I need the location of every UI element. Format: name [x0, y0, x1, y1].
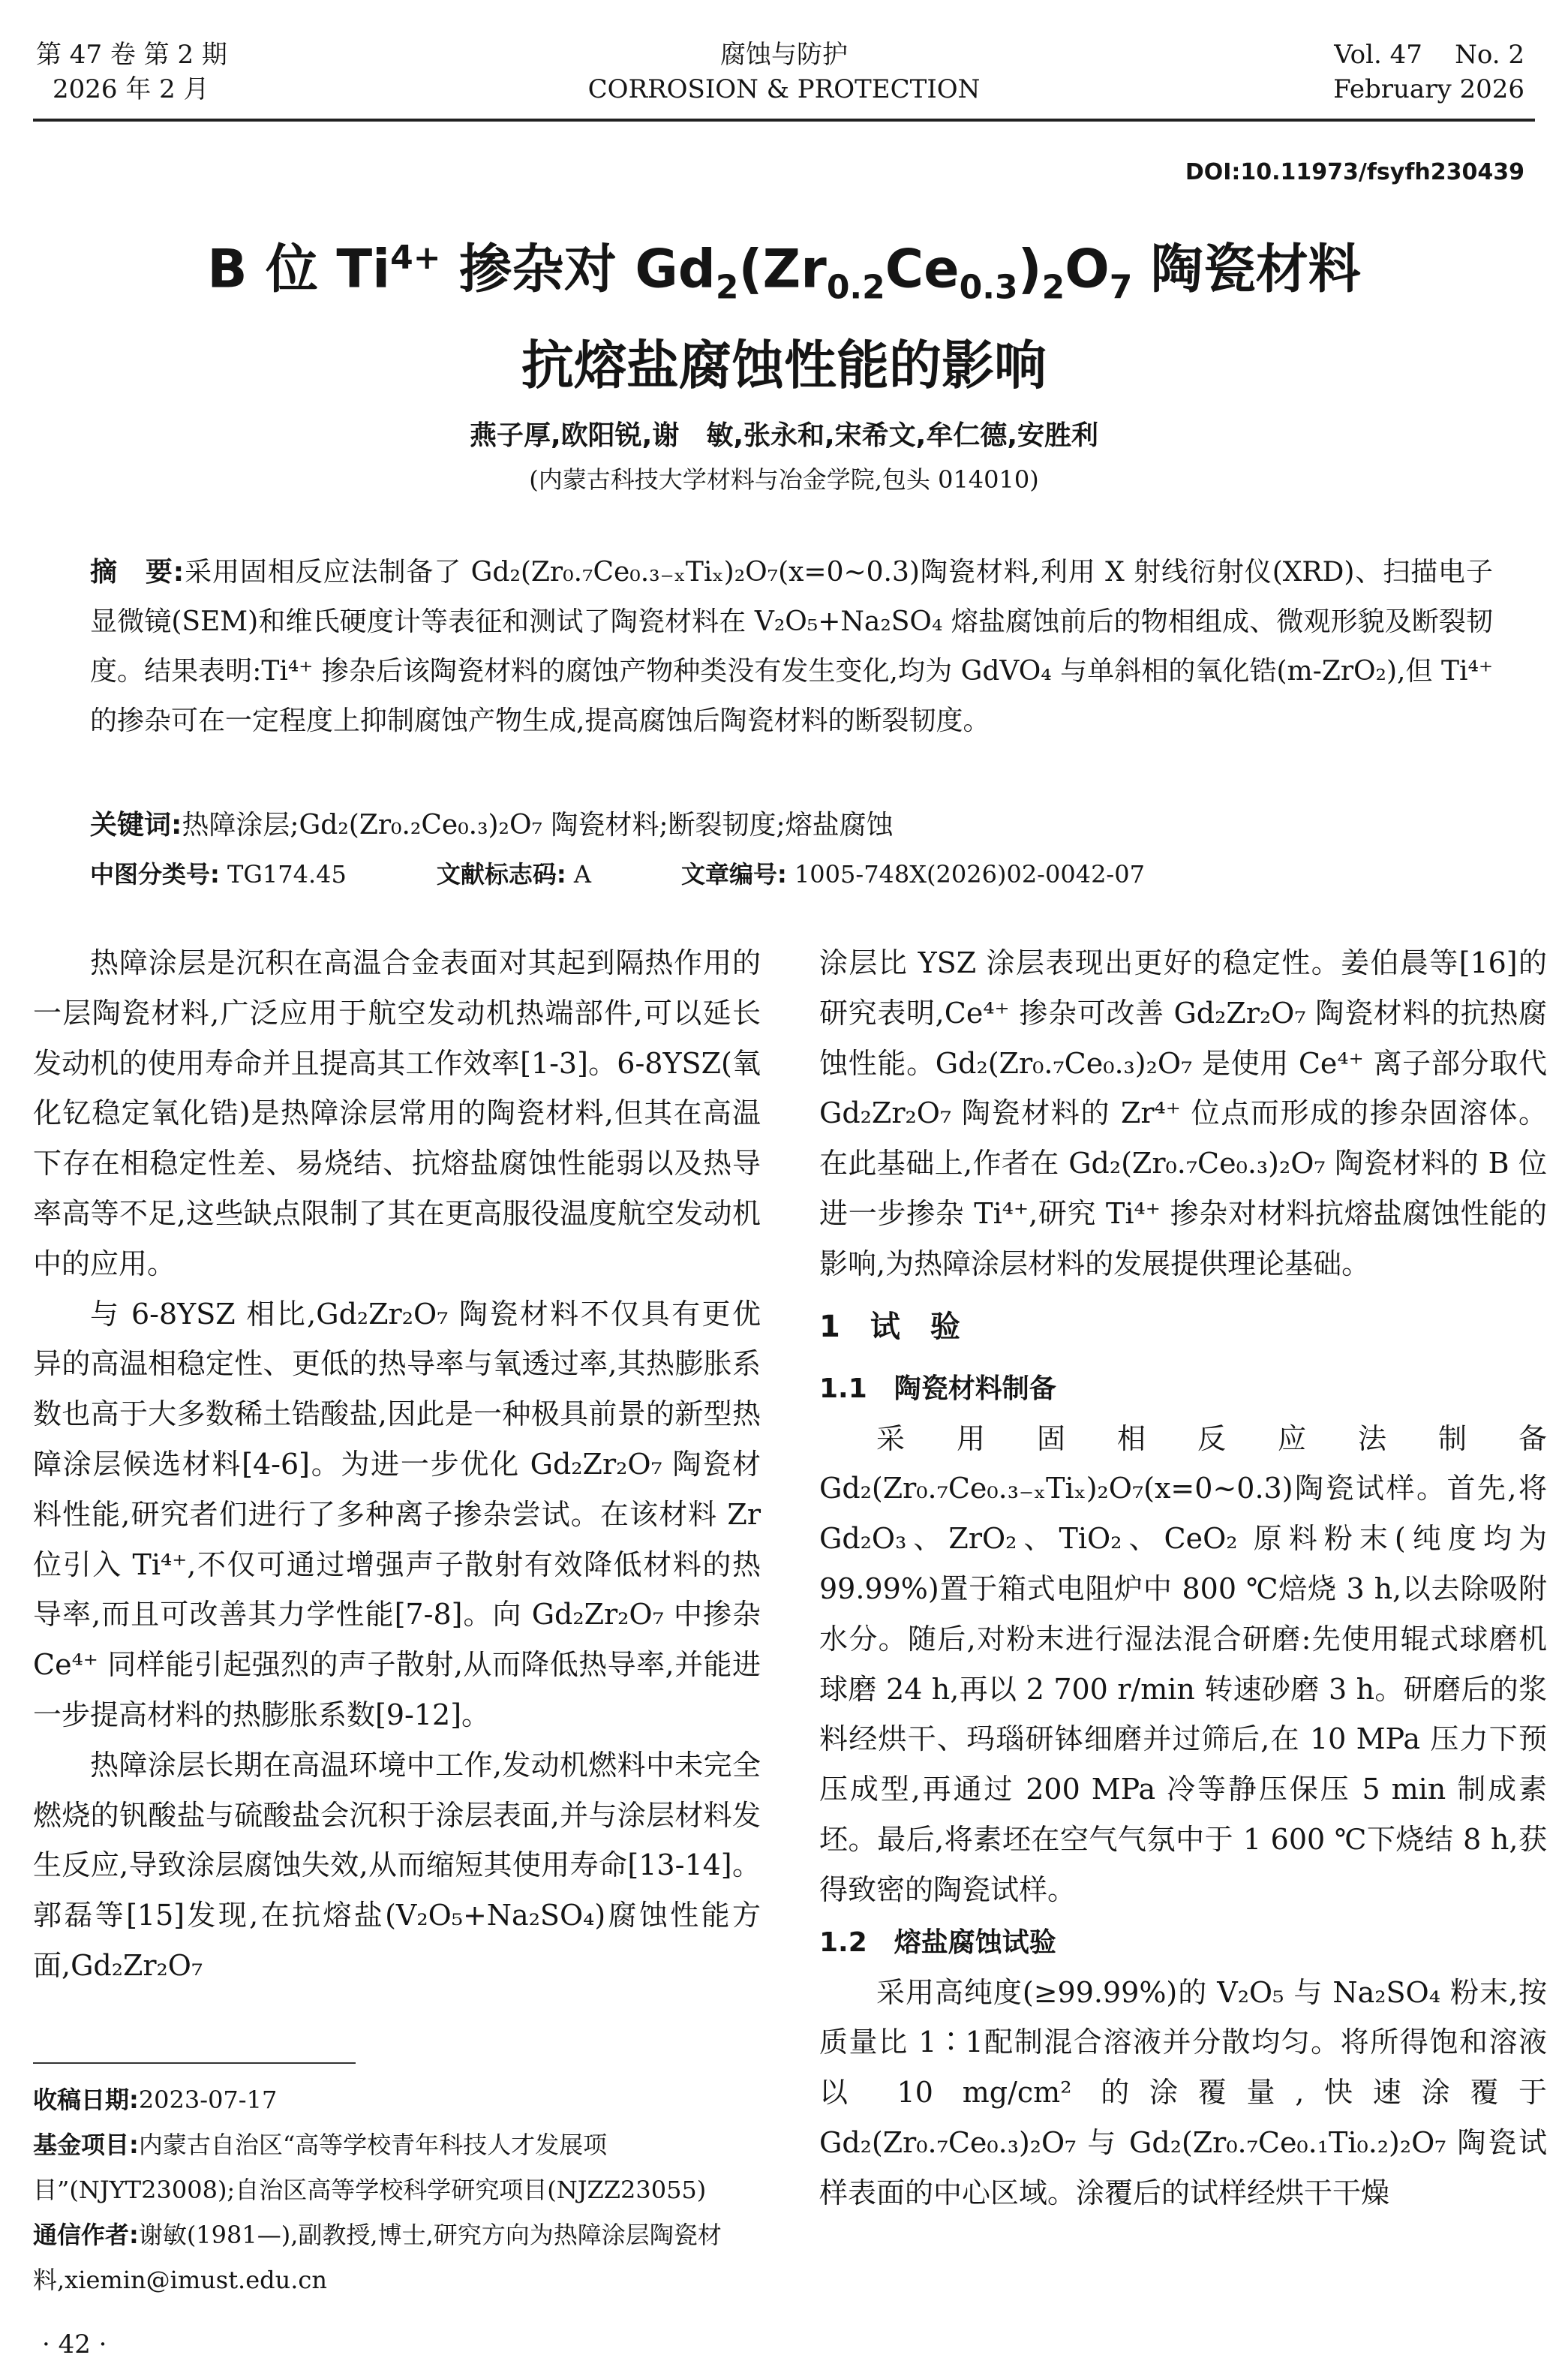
fund-info: [33, 2122, 768, 2212]
footnotes: [33, 2077, 768, 2302]
paragraph: 与 6-8YSZ 相比,Gd₂Zr₂O₇ 陶瓷材料不仅具有更优异的高温相稳定性、更低的热导率与氧透过率,其热膨胀系数也高于大多数稀土锆酸盐,因此是一种极具前景的新型热障涂层候选材料[4-6]。为进一步优化 Gd₂Zr₂O₇ 陶瓷材料性能,研究者们进行了多种离子掺杂尝试。在该材料 Zr 位引入 Ti⁴⁺,不仅可通过增强声子散射有效降低材料的热导率,而且可改善其力学性能[7-8]。向 Gd₂Zr₂O₇ 中掺杂 Ce⁴⁺ 同样能引起强烈的声子散射,从而降低热导率,并能进一步提高材料的热膨胀系数[9-12]。: [33, 1297, 761, 1731]
corresponding-author: [33, 2212, 768, 2302]
title-part: (Zr: [738, 238, 827, 300]
title-line-1: [0, 219, 1568, 326]
keywords: [90, 803, 1493, 848]
subsection-heading: 1.2 熔盐腐蚀试验: [819, 1926, 1056, 1958]
article-no-label: 文章编号:: [680, 860, 787, 889]
classification-line: [90, 856, 1493, 893]
clc-value: TG174.45: [227, 860, 347, 889]
article-title: [0, 219, 1568, 405]
doi: DOI:10.11973/fsyfh230439: [1185, 159, 1524, 185]
title-part: 陶瓷材料: [1132, 238, 1361, 300]
date-en: February 2026: [1333, 74, 1524, 104]
title-line-2: 抗熔盐腐蚀性能的影响: [521, 335, 1047, 397]
title-sub: 2: [715, 268, 739, 307]
title-part: ): [1017, 238, 1042, 300]
title-part: O: [1065, 238, 1110, 300]
paragraph: 采用高纯度(≥99.99%)的 V₂O₅ 与 Na₂SO₄ 粉末,按质量比 1∶1配制混合溶液并分散均匀。将所得饱和溶液以 10 mg/cm² 的涂覆量,快速涂覆于 Gd₂(Zr₀.₇Ce₀.₃)₂O₇ 与 Gd₂(Zr₀.₇Ce₀.₁Ti₀.₂)₂O₇ 陶瓷试样表面的中心区域。涂覆后的试样经烘干干燥: [819, 1975, 1547, 2209]
left-column: [33, 938, 761, 1991]
received-label: 收稿日期:: [33, 2086, 139, 2114]
doc-code-value: A: [573, 860, 591, 889]
journal-name-cn: 腐蚀与防护: [720, 40, 848, 70]
doc-code-label: 文献标志码:: [436, 860, 566, 889]
fund-label: 基金项目:: [33, 2131, 139, 2159]
paragraph: 热障涂层长期在高温环境中工作,发动机燃料中未完全燃烧的钒酸盐与硫酸盐会沉积于涂层表面,并与涂层材料发生反应,导致涂层腐蚀失效,从而缩短其使用寿命[13-14]。郭磊等[15]发现,在抗熔盐(V₂O₅+Na₂SO₄)腐蚀性能方面,Gd₂Zr₂O₇: [33, 1748, 761, 1982]
corr-label: 通信作者:: [33, 2221, 139, 2249]
affiliation: (内蒙古科技大学材料与冶金学院,包头 014010): [529, 465, 1039, 494]
title-sup: 4+: [390, 239, 441, 277]
abstract-label: 摘 要:: [90, 557, 185, 588]
fund-value: 内蒙古自治区“高等学校青年科技人才发展项目”(NJYT23008);自治区高等学校科学研究项目(NJZZ23055): [33, 2131, 707, 2204]
title-part: B 位 Ti: [207, 238, 391, 300]
title-sub: 0.2: [826, 268, 885, 307]
title-part: Ce: [885, 238, 960, 300]
article-no-value: 1005-748X(2026)02-0042-07: [794, 860, 1145, 889]
journal-name-en: CORROSION & PROTECTION: [587, 74, 981, 104]
title-sub: 7: [1109, 268, 1133, 307]
paragraph: 采用固相反应法制备 Gd₂(Zr₀.₇Ce₀.₃₋ₓTiₓ)₂O₇(x=0~0.3)陶瓷试样。首先,将 Gd₂O₃、ZrO₂、TiO₂、CeO₂ 原料粉末(纯度均为 99.99%)置于箱式电阻炉中 800 ℃焙烧 3 h,以去除吸附水分。随后,对粉末进行湿法混合研磨:先使用辊式球磨机球磨 24 h,再以 2 700 r/min 转速砂磨 3 h。研磨后的浆料经烘干、玛瑙研钵细磨并过筛后,在 10 MPa 压力下预压成型,再通过 200 MPa 冷等静压保压 5 min 制成素坯。最后,将素坯在空气气氛中于 1 600 ℃下烧结 8 h,获得致密的陶瓷试样。: [819, 1421, 1547, 1906]
volume-issue-cn: 第 47 卷 第 2 期: [36, 40, 227, 70]
doc-code-group: [437, 856, 591, 893]
paragraph: 涂层比 YSZ 涂层表现出更好的稳定性。姜伯晨等[16]的研究表明,Ce⁴⁺ 掺杂可改善 Gd₂Zr₂O₇ 陶瓷材料的抗热腐蚀性能。Gd₂(Zr₀.₇Ce₀.₃)₂O₇ 是使用 Ce⁴⁺ 离子部分取代 Gd₂Zr₂O₇ 陶瓷材料的 Zr⁴⁺ 位点而形成的掺杂固溶体。在此基础上,作者在 Gd₂(Zr₀.₇Ce₀.₃)₂O₇ 陶瓷材料的 B 位进一步掺杂 Ti⁴⁺,研究 Ti⁴⁺ 掺杂对材料抗熔盐腐蚀性能的影响,为热障涂层材料的发展提供理论基础。: [819, 946, 1547, 1280]
right-column: [819, 938, 1547, 2218]
abstract: [90, 548, 1493, 746]
title-part: 掺杂对 Gd: [440, 238, 716, 300]
journal-volume-en: [1333, 38, 1524, 107]
title-sub: 0.3: [959, 268, 1018, 307]
volume-issue-en: Vol. 47 No. 2: [1334, 40, 1524, 70]
section-heading: 1 试 验: [819, 1309, 960, 1344]
paragraph: 热障涂层是沉积在高温合金表面对其起到隔热作用的一层陶瓷材料,广泛应用于航空发动机热端部件,可以延长发动机的使用寿命并且提高其工作效率[1-3]。6-8YSZ(氧化钇稳定氧化锆)是热障涂层常用的陶瓷材料,但其在高温下存在相稳定性差、易烧结、抗熔盐腐蚀性能弱以及热导率高等不足,这些缺点限制了其在更高服役温度航空发动机中的应用。: [33, 946, 761, 1280]
article-no-group: [681, 856, 1145, 893]
keywords-label: 关键词:: [90, 810, 182, 841]
footnote-rule: [33, 2062, 356, 2064]
subsection-heading: 1.1 陶瓷材料制备: [819, 1373, 1056, 1404]
abstract-text: 采用固相反应法制备了 Gd₂(Zr₀.₇Ce₀.₃₋ₓTiₓ)₂O₇(x=0~0.3)陶瓷材料,利用 X 射线衍射仪(XRD)、扫描电子显微镜(SEM)和维氏硬度计等表征和测试了陶瓷材料在 V₂O₅+Na₂SO₄ 熔盐腐蚀前后的物相组成、微观形貌及断裂韧度。结果表明:Ti⁴⁺ 掺杂后该陶瓷材料的腐蚀产物种类没有发生变化,均为 GdVO₄ 与单斜相的氧化锆(m-ZrO₂),但 Ti⁴⁺ 的掺杂可在一定程度上抑制腐蚀产物生成,提高腐蚀后陶瓷材料的断裂韧度。: [90, 557, 1493, 736]
page-number: · 42 ·: [42, 2329, 107, 2359]
received-date: [33, 2077, 768, 2122]
keywords-text: 热障涂层;Gd₂(Zr₀.₂Ce₀.₃)₂O₇ 陶瓷材料;断裂韧度;熔盐腐蚀: [182, 810, 894, 841]
title-sub: 2: [1041, 268, 1065, 307]
corr-value[interactable]: 谢敏(1981—),副教授,博士,研究方向为热障涂层陶瓷材料,xiemin@imust.edu.cn: [33, 2221, 722, 2294]
authors: 燕子厚,欧阳锐,谢 敏,张永和,宋希文,牟仁德,安胜利: [469, 420, 1099, 451]
header-rule: [33, 119, 1535, 122]
clc-group: [90, 856, 347, 893]
received-value: 2023-07-17: [138, 2086, 278, 2114]
clc-label: 中图分类号:: [90, 860, 220, 889]
date-cn: 2026 年 2 月: [53, 74, 209, 104]
